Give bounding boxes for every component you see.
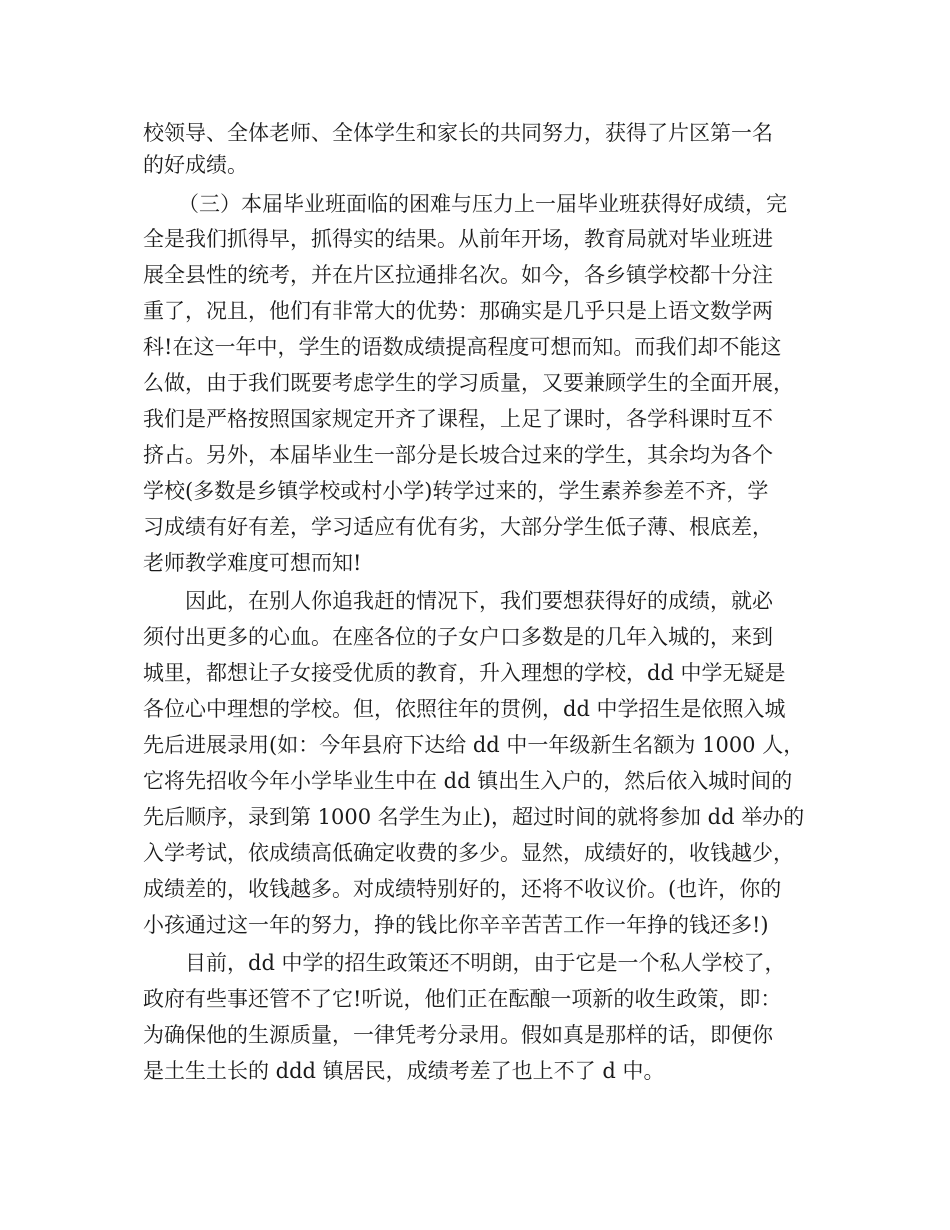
text-line: 挤占。另外，本届毕业生一部分是长坡合过来的学生，其余均为各个 <box>143 443 773 467</box>
text-line: 先后顺序，录到第 1000 名学生为止)，超过时间的就将参加 dd 举办的 <box>143 805 805 829</box>
text-line: 我们是严格按照国家规定开齐了课程，上足了课时，各学科课时互不 <box>143 407 773 431</box>
text-line: 的好成绩。 <box>143 153 248 177</box>
text-line: 为确保他的生源质量，一律凭考分录用。假如真是那样的话，即便你 <box>143 1023 773 1047</box>
text-line: 它将先招收今年小学毕业生中在 dd 镇出生入户的，然后依入城时间的 <box>143 769 793 793</box>
text-line: 重了，况且，他们有非常大的优势：那确实是几乎只是上语文数学两 <box>143 299 773 323</box>
text-line: 学校(多数是乡镇学校或村小学)转学过来的，学生素养参差不齐，学 <box>143 479 769 503</box>
text-line: 城里，都想让子女接受优质的教育，升入理想的学校，dd 中学无疑是 <box>143 661 786 685</box>
text-line: 校领导、全体老师、全体学生和家长的共同努力，获得了片区第一名 <box>143 121 773 145</box>
text-line: 展全县性的统考，并在片区拉通排名次。如今，各乡镇学校都十分注 <box>143 263 773 287</box>
text-line: 全是我们抓得早，抓得实的结果。从前年开场，教育局就对毕业班进 <box>143 227 773 251</box>
text-line: 么做，由于我们既要考虑学生的学习质量，又要兼顾学生的全面开展， <box>143 371 794 395</box>
text-line: 小孩通过这一年的努力，挣的钱比你辛辛苦苦工作一年挣的钱还多!) <box>143 913 769 937</box>
text-line: 成绩差的，收钱越多。对成绩特别好的，还将不收议价。(也许，你的 <box>143 877 782 901</box>
text-line: 习成绩有好有差，学习适应有优有劣，大部分学生低子薄、根底差， <box>143 515 773 539</box>
text-line: 是土生土长的 ddd 镇居民，成绩考差了也上不了 d 中。 <box>143 1059 665 1083</box>
text-line: 先后进展录用(如：今年县府下达给 dd 中一年级新生名额为 1000 人， <box>143 733 805 757</box>
text-line: 因此，在别人你追我赶的情况下，我们要想获得好的成绩，就必 <box>185 589 773 613</box>
text-line: 政府有些事还管不了它!听说，他们正在酝酿一项新的收生政策，即： <box>143 987 782 1011</box>
text-line: 老师教学难度可想而知! <box>143 551 362 575</box>
text-line: 各位心中理想的学校。但，依照往年的贯例，dd 中学招生是依照入城 <box>143 697 786 721</box>
text-line: （三）本届毕业班面临的困难与压力上一届毕业班获得好成绩，完 <box>178 192 787 216</box>
text-line: 目前，dd 中学的招生政策还不明朗，由于它是一个私人学校了， <box>185 951 786 975</box>
text-line: 科!在这一年中，学生的语数成绩提高程度可想而知。而我们却不能这 <box>143 335 782 359</box>
text-line: 须付出更多的心血。在座各位的子女户口多数是的几年入城的，来到 <box>143 625 773 649</box>
text-line: 入学考试，依成绩高低确定收费的多少。显然，成绩好的，收钱越少， <box>143 841 794 865</box>
